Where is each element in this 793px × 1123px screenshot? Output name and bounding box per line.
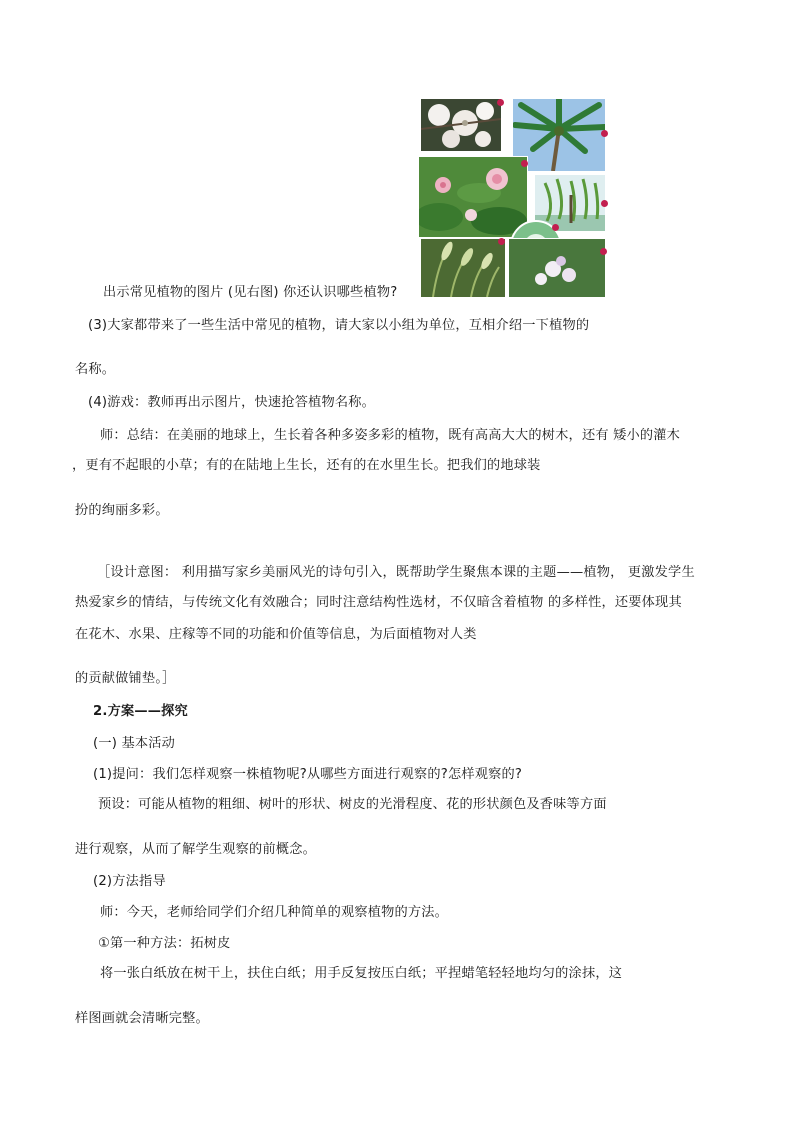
text-line: 师：总结：在美丽的地球上，生长着各种多姿多彩的植物，既有高高大大的树木，还有 矮小的灌木 [100,428,681,443]
photo-marker-dot [498,238,505,245]
text-line: 预设：可能从植物的粗细、树叶的形状、树皮的光滑程度、花的形状颜色及香味等方面 [98,797,607,812]
text-line: ，更有不起眼的小草；有的在陆地上生长，还有的在水里生长。把我们的地球装 [72,458,541,473]
design-intent-line: 在花木、水果、庄稼等不同的功能和价值等信息，为后面植物对人类 [75,627,477,642]
photo-marker-dot [601,200,608,207]
text-line: 将一张白纸放在树干上，扶住白纸；用手反复按压白纸；平捏蜡笔轻轻地均匀的涂抹，这 [100,966,623,981]
text-line: 名称。 [75,362,116,377]
photo-marker-dot [521,160,528,167]
foxtail-grass-image [421,239,505,297]
text-line: 样图画就会清晰完整。 [75,1011,209,1026]
photo-marker-dot [601,130,608,137]
lotus-pond-image [419,157,527,237]
design-intent-line: 的贡献做铺垫。］ [75,671,176,686]
plant-photo-collage [418,96,608,298]
text-line: ①第一种方法：拓树皮 [98,936,231,951]
figure-caption: 出示常见植物的图片 (见右图) 你还认识哪些植物? [103,285,398,300]
orchid-photo [508,238,606,298]
orchid-blossom-image [509,239,605,297]
design-intent-line: 热爱家乡的情结，与传统文化有效融合；同时注意结构性选材，不仅暗含着植物 的多样性，还要体现其 [75,595,682,610]
design-intent-line: ［设计意图： 利用描写家乡美丽风光的诗句引入，既帮助学生聚焦本课的主题——植物， 更激发学生 [97,565,695,580]
foxtail-grass-photo [420,238,506,298]
photo-marker-dot [552,224,559,231]
text-line: 师：今天，老师给同学们介绍几种简单的观察植物的方法。 [100,905,449,920]
magnolia-flowers-image [421,99,501,151]
lotus-photo [418,156,528,238]
photo-marker-dot [600,248,607,255]
text-line: 进行观察，从而了解学生观察的前概念。 [75,842,316,857]
magnolia-photo [420,98,502,152]
text-line: (3)大家都带来了一些生活中常见的植物，请大家以小组为单位，互相介绍一下植物的 [88,318,590,333]
text-line: 扮的绚丽多彩。 [75,503,169,518]
text-line: (1)提问：我们怎样观察一株植物呢?从哪些方面进行观察的?怎样观察的? [93,767,523,782]
subsection-heading: (一) 基本活动 [93,736,176,751]
text-line: (4)游戏：教师再出示图片，快速抢答植物名称。 [88,395,376,410]
section-heading: 2.方案——探究 [93,704,188,719]
photo-marker-dot [497,99,504,106]
text-line: (2)方法指导 [93,874,166,889]
